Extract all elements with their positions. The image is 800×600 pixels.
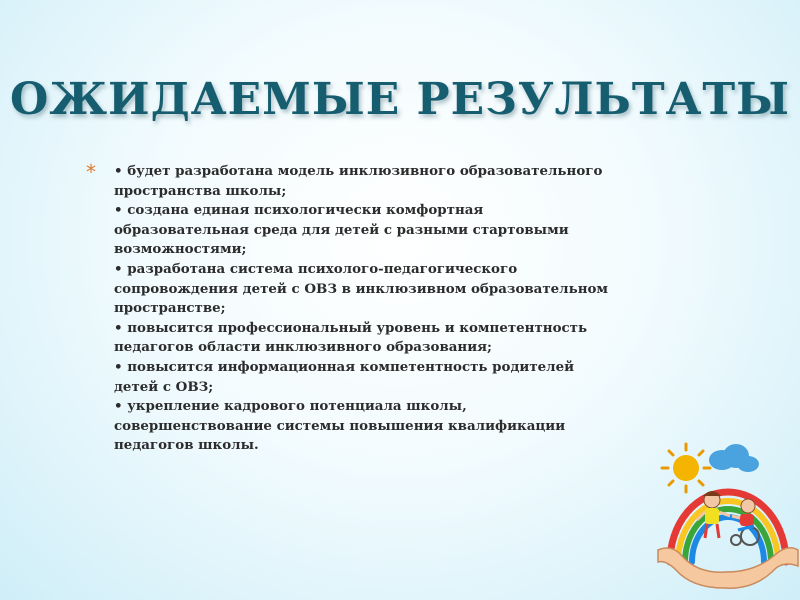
bullet-line: сопровождения детей с ОВЗ в инклюзивном образовательном xyxy=(114,280,609,297)
inclusive-education-logo-icon xyxy=(652,434,800,600)
bullet-line: педагогов области инклюзивного образования; xyxy=(114,339,493,356)
bullet-line: совершенствование системы повышения квалификации xyxy=(114,417,566,434)
slide-title: ОЖИДАЕМЫЕ РЕЗУЛЬТАТЫ xyxy=(9,74,791,125)
cloud-icon xyxy=(709,444,759,472)
sun-icon xyxy=(662,444,710,492)
bullet-line: • укрепление кадрового потенциала школы, xyxy=(114,398,467,415)
bullet-line: педагогов школы. xyxy=(114,437,259,454)
rainbow-icon xyxy=(670,492,786,562)
bullet-line: возможностями; xyxy=(114,241,247,258)
bullet-line: образовательная среда для детей с разными стартовыми xyxy=(114,221,569,238)
bullet-line: • создана единая психологически комфортная xyxy=(114,202,484,219)
bullet-line: пространства школы; xyxy=(114,182,287,199)
bullet-line: • повысится информационная компетентность родителей xyxy=(114,358,575,375)
hands-icon xyxy=(658,548,798,588)
bullet-line: пространстве; xyxy=(114,300,226,317)
bullet-line: детей с ОВЗ; xyxy=(114,378,214,395)
bullet-line: • повысится профессиональный уровень и компетентность xyxy=(114,319,588,336)
bullet-line: • разработана система психолого-педагогического xyxy=(114,260,518,277)
bullet-marker: * xyxy=(86,160,96,184)
bullet-list xyxy=(114,162,724,456)
bullet-line: • будет разработана модель инклюзивного образовательного xyxy=(114,163,603,179)
